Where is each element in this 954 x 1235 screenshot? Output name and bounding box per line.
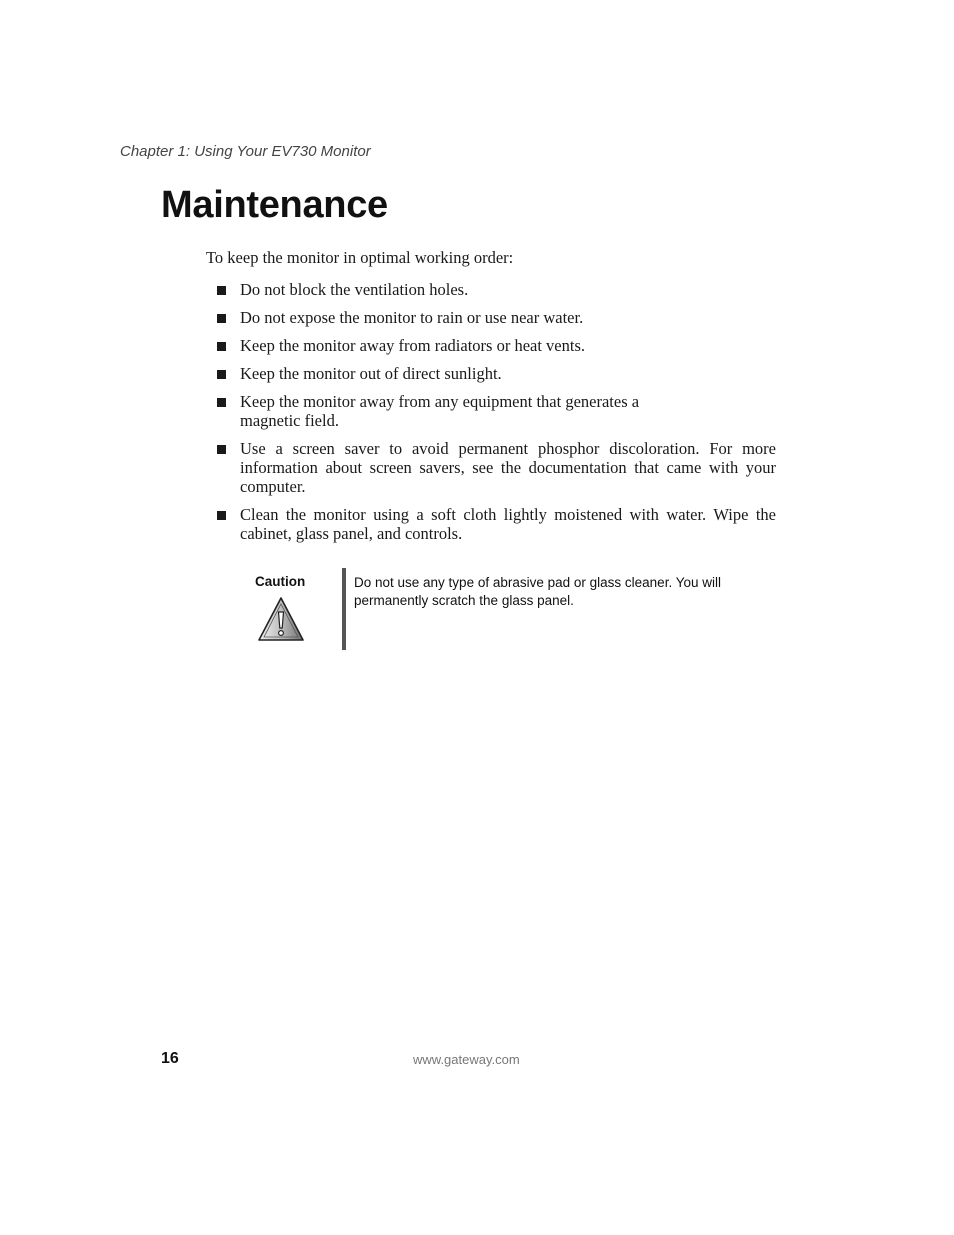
- list-item: [216, 439, 776, 496]
- caution-divider: [342, 568, 346, 650]
- caution-text: Do not use any type of abrasive pad or glass cleaner. You will permanently scratch the glass panel.: [354, 575, 721, 608]
- list-item-text: Keep the monitor away from any equipment that generates a magnetic field.: [240, 392, 640, 430]
- list-item: [216, 364, 776, 383]
- warning-triangle-icon: [257, 596, 305, 642]
- square-bullet-icon: [217, 511, 226, 520]
- square-bullet-icon: [217, 370, 226, 379]
- square-bullet-icon: [217, 342, 226, 351]
- list-item-text: Keep the monitor away from radiators or heat vents.: [240, 336, 586, 355]
- list-item-text: Do not block the ventilation holes.: [240, 280, 469, 299]
- list-item-text: Keep the monitor out of direct sunlight.: [240, 364, 502, 383]
- intro-paragraph: To keep the monitor in optimal working order:: [206, 248, 514, 267]
- square-bullet-icon: [217, 314, 226, 323]
- page-number: 16: [161, 1050, 179, 1067]
- caution-label: Caution: [255, 574, 306, 589]
- square-bullet-icon: [217, 286, 226, 295]
- footer-url: www.gateway.com: [413, 1052, 520, 1067]
- list-item: [216, 505, 776, 543]
- list-item: [216, 392, 776, 430]
- list-item-text: Clean the monitor using a soft cloth lightly moistened with water. Wipe the cabinet, glass panel, and controls.: [240, 505, 776, 543]
- maintenance-list: [216, 280, 776, 552]
- square-bullet-icon: [217, 445, 226, 454]
- page-title: Maintenance: [161, 184, 388, 226]
- square-bullet-icon: [217, 398, 226, 407]
- caution-box: [254, 568, 724, 650]
- list-item: [216, 280, 776, 299]
- list-item: [216, 308, 776, 327]
- list-item-text: Use a screen saver to avoid permanent phosphor discoloration. For more information about screen savers, see the documentation that came with your computer.: [240, 439, 776, 496]
- list-item-text: Do not expose the monitor to rain or use near water.: [240, 308, 584, 327]
- list-item: [216, 336, 776, 355]
- running-head: Chapter 1: Using Your EV730 Monitor: [120, 143, 371, 160]
